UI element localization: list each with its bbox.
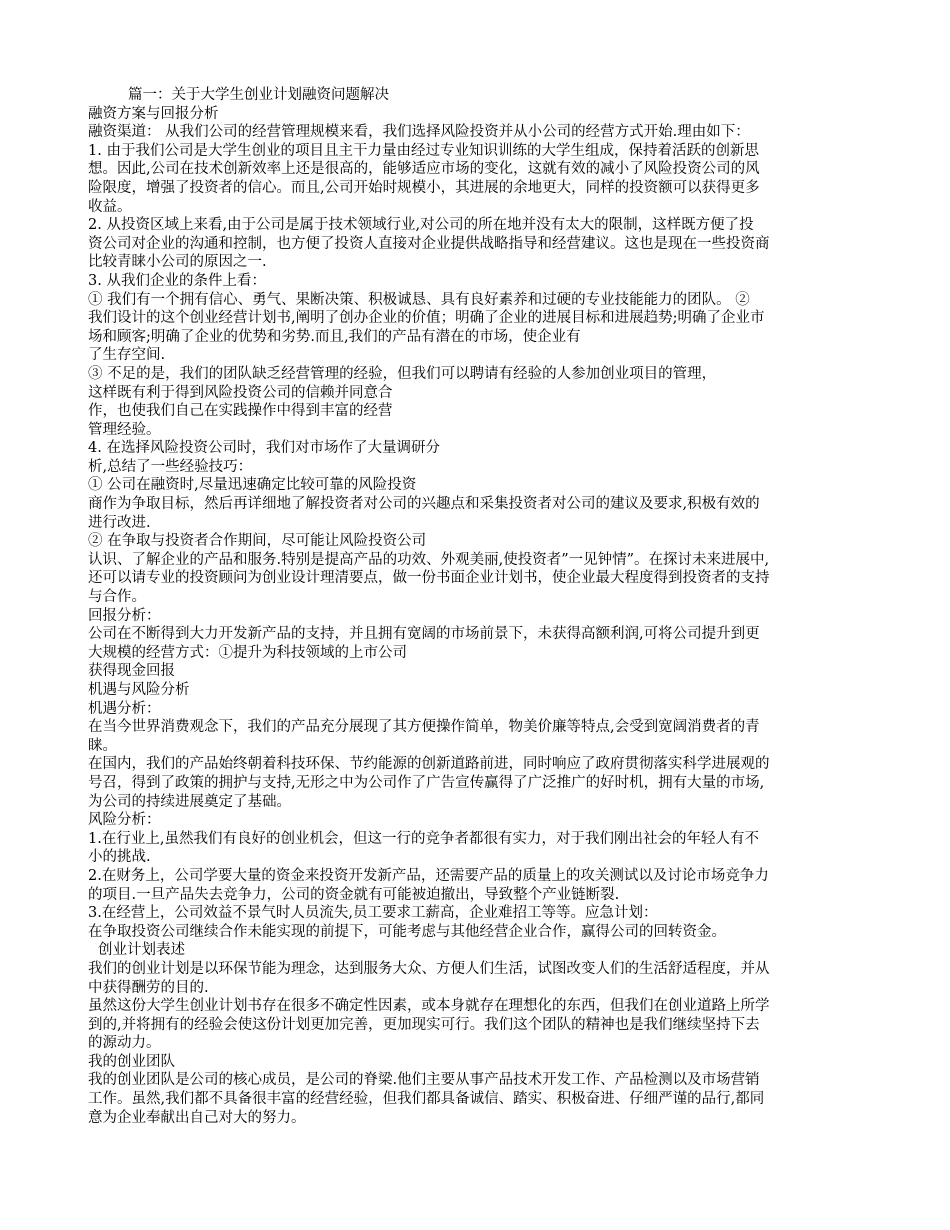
- text-line: 在当今世界消费观念下，我们的产品充分展现了其方便操作简单，物美价廉等特点,会受到宽阔消费者的青: [88, 719, 760, 736]
- text-line: 公司在不断得到大力开发新产品的支持，并且拥有宽阔的市场前景下，未获得高额利润,可将公司提升到更: [88, 626, 760, 643]
- text-line: 场和顾客;明确了企业的优势和劣势.而且,我们的产品有潜在的市场，使企业有: [88, 328, 581, 345]
- text-line: 工作。虽然,我们都不具备很丰富的经营经验，但我们都具备诚信、踏实、积极奋进、仔细严谨的品行,都同: [88, 1091, 765, 1108]
- text-line: 我们的创业计划是以环保节能为理念，达到服务大众、方便人们生活，试图改变人们的生活舒适程度，并从: [88, 960, 770, 977]
- text-line: 机遇与风险分析: [88, 682, 190, 698]
- text-line: 商作为争取目标，然后再详细地了解投资者对公司的兴趣点和采集投资者对公司的建议及要求,积极有效的: [88, 496, 760, 513]
- text-line: 1. 由于我们公司是大学生创业的项目且主干力量由经过专业知识训练的大学生组成，保持着活跃的创新思: [88, 142, 759, 159]
- text-line: 融资方案与回报分析: [88, 105, 219, 122]
- text-line: 比较青睐小公司的原因之一.: [88, 254, 267, 271]
- text-line: 收益。: [88, 198, 132, 215]
- text-line: 2. 从投资区域上来看,由于公司是属于技术领域行业,对公司的所在地并没有太大的限制，这样既方便了投: [88, 217, 754, 234]
- text-line: 到的,并将拥有的经验会使这份计划更加完善，更加现实可行。我们这个团队的精神也是我们继续坚持下去: [88, 1016, 760, 1033]
- text-line: 作，也使我们自己在实践操作中得到丰富的经营: [88, 403, 393, 420]
- text-line: 风险分析：: [88, 812, 161, 829]
- text-line: 为公司的持续进展奠定了基础。: [88, 793, 291, 810]
- text-line: 意为企业奉献出自己对大的努力。: [88, 1109, 306, 1126]
- text-line: 大规模的经营方式：①提升为科技领域的上市公司: [88, 644, 407, 661]
- text-line: 险限度，增强了投资者的信心。而且,公司开始时规模小，其进展的余地更大，同样的投资额可以获得更多: [88, 179, 760, 196]
- text-line: 3.在经营上，公司效益不景气时人员流失,员工要求工薪高，企业难招工等等。应急计划：: [88, 905, 658, 922]
- text-line: 2.在财务上，公司学要大量的资金来投资开发新产品，还需要产品的质量上的攻关测试以及讨论市场竞争力: [88, 867, 769, 884]
- text-line: 回报分析：: [88, 607, 161, 624]
- text-line: 在争取投资公司继续合作未能实现的前提下，可能考虑与其他经营企业合作，赢得公司的回转资金。: [88, 923, 726, 940]
- text-line: 我的创业团队: [88, 1053, 175, 1070]
- text-line: 中获得酬劳的目的.: [88, 979, 209, 996]
- text-line: 号召，得到了政策的拥护与支持,无形之中为公司作了广告宣传赢得了广泛推广的好时机，拥有大量的市场,: [88, 774, 765, 791]
- text-line: 3. 从我们企业的条件上看：: [88, 272, 266, 289]
- text-line: 我的创业团队是公司的核心成员，是公司的脊梁.他们主要从事产品技术开发工作、产品检测以及市场营销: [88, 1072, 760, 1089]
- text-line: ① 我们有一个拥有信心、勇气、果断决策、积极诚恳、具有良好素养和过硬的专业技能能力的团队。 ②: [88, 291, 750, 308]
- text-line: 进行改进.: [88, 514, 151, 531]
- text-line: 小的挑战.: [88, 849, 151, 866]
- text-line: 与合作。: [88, 589, 146, 606]
- text-line: 这样既有利于得到风险投资公司的信赖并同意合: [88, 384, 393, 401]
- text-line: 4. 在选择风险投资公司时，我们对市场作了大量调研分: [88, 440, 440, 457]
- text-line: 获得现金回报: [88, 663, 175, 680]
- text-line: 融资渠道： 从我们公司的经营管理规模来看，我们选择风险投资并从小公司的经营方式开始.理由如下：: [88, 124, 750, 141]
- text-line: 我们设计的这个创业经营计划书,阐明了创办企业的价值；明确了企业的进展目标和进展趋势;明确了企业市: [88, 310, 765, 327]
- text-line: 机遇分析：: [88, 700, 161, 717]
- text-line: 想。因此,公司在技术创新效率上还是很高的，能够适应市场的变化，这就有效的减小了风险投资公司的风: [88, 161, 760, 178]
- text-line: 在国内，我们的产品始终朝着科技环保、节约能源的创新道路前进，同时响应了政府贯彻落实科学进展观的: [88, 756, 770, 773]
- text-line: 的源动力。: [88, 1035, 161, 1052]
- text-line: 管理经验。: [88, 421, 161, 438]
- text-line: 认识、了解企业的产品和服务.特别是提高产品的功效、外观美丽,使投资者”一见钟情”。在探讨未来进展中,: [88, 551, 770, 568]
- text-line: 析,总结了一些经验技巧：: [88, 458, 253, 475]
- text-line: 还可以请专业的投资顾问为创业设计理清要点，做一份书面企业计划书，使企业最大程度得到投资者的支持: [88, 570, 770, 587]
- text-line: ① 公司在融资时,尽量迅速确定比较可靠的风险投资: [88, 477, 417, 494]
- text-line: ② 在争取与投资者合作期间，尽可能让风险投资公司: [88, 533, 427, 550]
- text-line: 睐。: [88, 737, 117, 754]
- document-body: [88, 86, 868, 1127]
- text-line: ③ 不足的是，我们的团队缺乏经营管理的经验，但我们可以聘请有经验的人参加创业项目的管理，: [88, 365, 717, 382]
- document-title: 篇一：关于大学生创业计划融资问题解决: [128, 87, 389, 103]
- text-line: 虽然这份大学生创业计划书存在很多不确定性因素，或本身就存在理想化的东西，但我们在创业道路上所学: [88, 998, 770, 1015]
- text-line: 1.在行业上,虽然我们有良好的创业机会，但这一行的竞争者都很有实力，对于我们刚出社会的年轻人有不: [88, 830, 759, 847]
- text-line: 了生存空间.: [88, 347, 166, 364]
- text-line: 资公司对企业的沟通和控制，也方便了投资人直接对企业提供战略指导和经营建议。这也是现在一些投资商: [88, 235, 770, 252]
- text-line: 创业计划表述: [98, 942, 185, 959]
- text-line: 的项目.一旦产品失去竞争力，公司的资金就有可能被迫撤出，导致整个产业链断裂.: [88, 886, 620, 903]
